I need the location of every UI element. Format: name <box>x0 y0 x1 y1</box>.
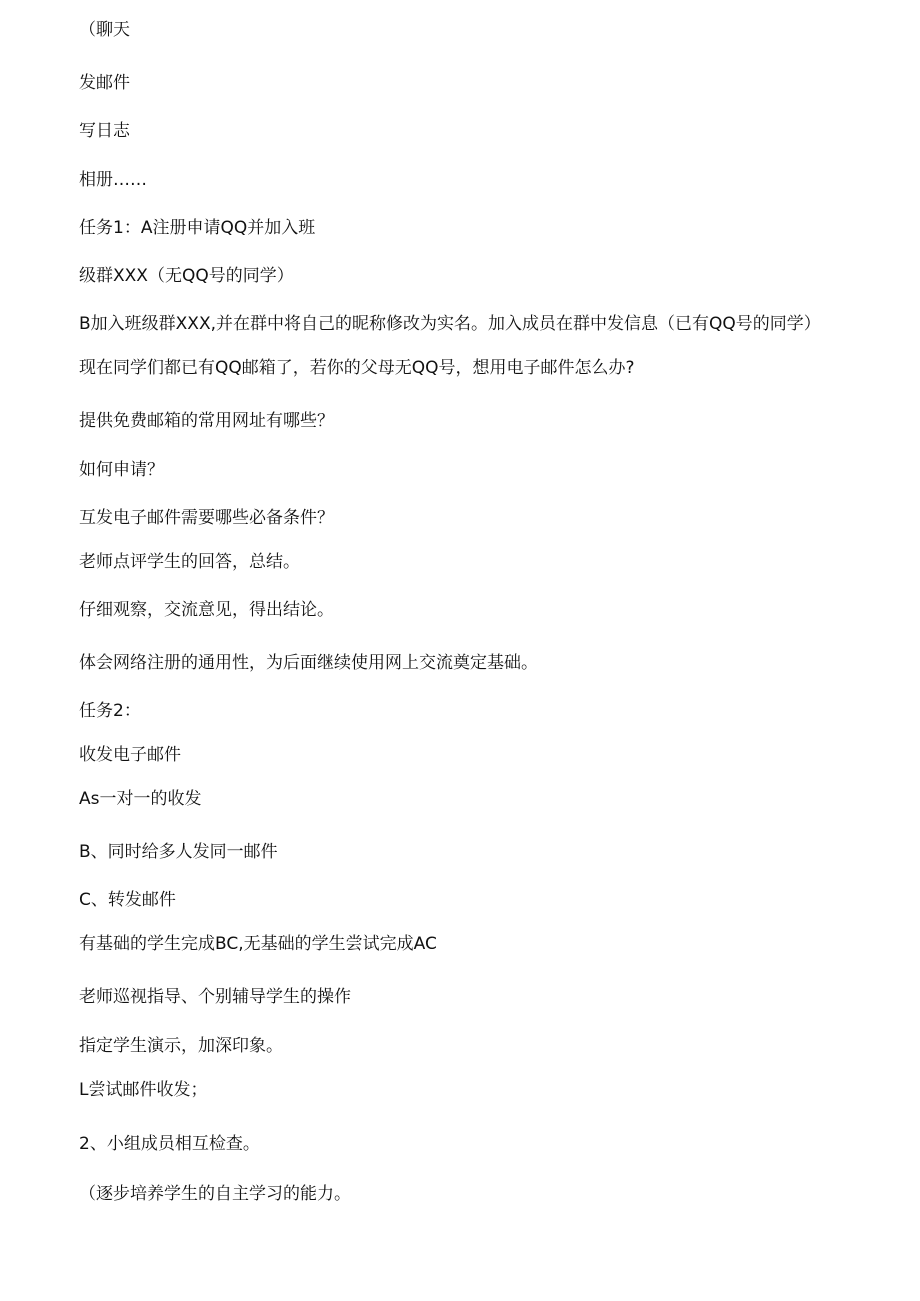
text-line-option-b: B、同时给多人发同一邮件 <box>79 842 278 862</box>
text-line-option-c: C、转发邮件 <box>79 890 176 910</box>
text-line-album: 相册…… <box>79 170 147 190</box>
text-line-task1-a: 任务1：A注册申请QQ并加入班 <box>79 218 316 238</box>
text-line-task1-b: B加入班级群XXX,并在群中将自己的昵称修改为实名。加入成员在群中发信息（已有QQ号的同学） <box>79 314 821 334</box>
text-line-task1-a-cont: 级群XXX（无QQ号的同学） <box>79 266 294 286</box>
text-line-group-check: 2、小组成员相互检查。 <box>79 1134 260 1154</box>
text-line-teacher-summary: 老师点评学生的回答，总结。 <box>79 552 300 572</box>
text-line-try-mail: L尝试邮件收发； <box>79 1080 208 1100</box>
text-line-how-apply: 如何申请？ <box>79 460 164 480</box>
text-line-send-receive: 收发电子邮件 <box>79 745 181 765</box>
text-line-option-a: As一对一的收发 <box>79 789 202 809</box>
text-line-self-learning: （逐步培养学生的自主学习的能力。 <box>79 1184 351 1204</box>
text-line-free-mail-question: 提供免费邮箱的常用网址有哪些？ <box>79 411 334 431</box>
text-line-demo: 指定学生演示，加深印象。 <box>79 1036 283 1056</box>
text-line-teacher-guide: 老师巡视指导、个别辅导学生的操作 <box>79 987 351 1007</box>
text-line-observe: 仔细观察，交流意见，得出结论。 <box>79 600 334 620</box>
text-line-conditions-question: 互发电子邮件需要哪些必备条件？ <box>79 508 334 528</box>
text-line-send-mail: 发邮件 <box>79 73 130 93</box>
text-line-experience: 体会网络注册的通用性，为后面继续使用网上交流奠定基础。 <box>79 653 538 673</box>
text-line-parents-question: 现在同学们都已有QQ邮箱了，若你的父母无QQ号，想用电子邮件怎么办? <box>79 358 635 378</box>
text-line-write-log: 写日志 <box>79 121 130 141</box>
text-line-task2: 任务2： <box>79 701 141 721</box>
text-line-differentiation: 有基础的学生完成BC,无基础的学生尝试完成AC <box>79 934 437 954</box>
text-line-chat: （聊天 <box>79 20 130 40</box>
